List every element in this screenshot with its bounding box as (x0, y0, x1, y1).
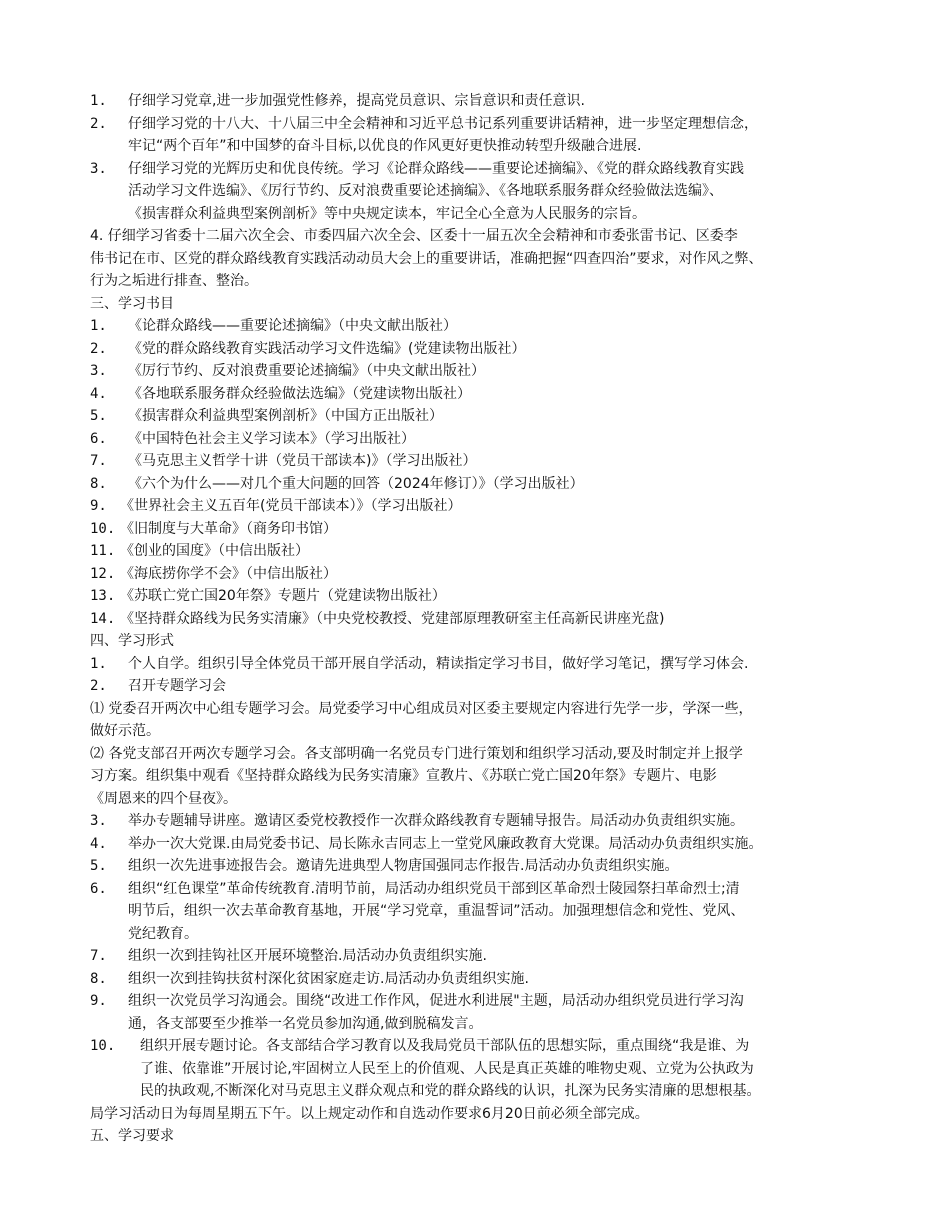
book-list-item (90, 338, 865, 361)
section-heading: 四、学习形式 (90, 633, 174, 649)
list-item (90, 675, 865, 698)
paragraph-line: 组织“红色课堂”革命传统教育.清明节前，局活动办组织党员干部到区革命烈士陵园祭扫革命烈士;清 (128, 880, 740, 897)
book-title: 《旧制度与大革命》（商务印书馆） (120, 520, 337, 537)
paragraph-line: ⑴ 党委召开两次中心组专题学习会。局党委学习中心组成员对区委主要规定内容进行先学一步，学深一些， (90, 700, 753, 717)
list-item (90, 653, 865, 676)
item-number: 12. (90, 565, 116, 582)
book-list-item (90, 608, 865, 631)
book-list-item (90, 473, 865, 496)
book-title: 《马克思主义哲学十讲（党员干部读本)》（学习出版社） (128, 453, 477, 469)
paragraph-line: 组织一次党员学习沟通会。围绕“改进工作作风，促进水利进展"主题，局活动办组织党员进行学习沟 (128, 993, 744, 1009)
paragraph-text: 组织一次到挂钩扶贫村深化贫困家庭走访.局活动办负责组织实施. (128, 970, 529, 987)
item-number: 5. (90, 858, 107, 874)
book-list-item (90, 405, 865, 428)
item-number: 3. (90, 813, 107, 829)
paragraph-line: 党纪教育。 (128, 925, 198, 942)
item-number: 2. (90, 115, 107, 132)
book-title: 《厉行节约、反对浪费重要论述摘编》（中央文献出版社） (128, 363, 485, 379)
paragraph-line: 做好示范。 (90, 723, 160, 739)
item-number: 8. (90, 970, 107, 987)
book-title: 《六个为什么——对几个重大问题的回答（2024年修订）》（学习出版社） (128, 475, 584, 492)
list-item (90, 810, 865, 833)
list-item (90, 990, 865, 1035)
paragraph-text: 个人自学。组织引导全体党员干部开展自学活动，精读指定学习书目，做好学习笔记，撰写学习体会. (128, 655, 749, 672)
book-title: 《中国特色社会主义学习读本》（学习出版社） (128, 430, 415, 447)
item-number: 5. (90, 408, 107, 424)
item-number: 6. (90, 430, 107, 447)
paragraph-line: 了谁、依靠谁”开展讨论,牢固树立人民至上的价值观、人民是真正英雄的唯物史观、立党为公执政为 (140, 1060, 754, 1077)
book-list-item (90, 428, 865, 451)
paragraph-text: 组织一次先进事迹报告会。邀请先进典型人物唐国强同志作报告.局活动办负责组织实施。 (128, 858, 679, 874)
paragraph-line: 仔细学习党的光辉历史和优良传统。学习《论群众路线——重要论述摘编》、《党的群众路线教育实践 (128, 160, 744, 177)
paragraph-text: 组织一次到挂钩社区开展环境整治.局活动办负责组织实施. (128, 948, 487, 964)
list-item (90, 878, 865, 946)
sub-item (90, 698, 865, 743)
book-list-item (90, 540, 865, 563)
book-title: 《创业的国度》（中信出版社） (120, 543, 309, 559)
list-item (90, 855, 865, 878)
item-number: 10. (90, 1038, 116, 1054)
paragraph-line: 4. 仔细学习省委十二届六次全会、市委四届六次全会、区委十一届五次全会精神和市委张雷书记、区委李 (90, 228, 738, 244)
item-number: 1. (90, 93, 107, 109)
book-list-item (90, 360, 865, 383)
item-number: 9. (90, 993, 107, 1009)
item-number: 7. (90, 948, 107, 964)
item-number: 4. (90, 835, 107, 852)
paragraph-text: 仔细学习党章,进一步加强党性修养，提高党员意识、宗旨意识和责任意识. (128, 93, 585, 109)
paragraph-line: 仔细学习党的十八大、十八届三中全会精神和习近平总书记系列重要讲话精神，进一步坚定理想信念， (128, 115, 758, 132)
paragraph-line: 明节后，组织一次去革命教育基地，开展“学习党章，重温誓词”活动。加强理想信念和党性、党风、 (128, 903, 745, 919)
list-item (90, 90, 865, 113)
item-number: 3. (90, 363, 107, 379)
paragraph-text: 举办一次大党课.由局党委书记、局长陈永吉同志上一堂党风廉政教育大党课。局活动办负责组织实施。 (128, 835, 763, 852)
item-number: 10. (90, 520, 116, 537)
paragraph-line: 伟书记在市、区党的群众路线教育实践活动动员大会上的重要讲话，准确把握“四查四治”要求，对作风之弊、 (90, 250, 763, 267)
list-item (90, 945, 865, 968)
item-number: 14. (90, 610, 116, 627)
book-title: 《损害群众利益典型案例剖析》（中国方正出版社） (128, 408, 443, 424)
paragraph-line: 《损害群众利益典型案例剖析》等中央规定读本，牢记全心全意为人民服务的宗旨。 (128, 205, 646, 222)
section-heading: 五、学习要求 (90, 1128, 174, 1144)
item-number: 2. (90, 340, 107, 357)
item-number: 9. (90, 498, 107, 514)
item-number: 7. (90, 453, 107, 469)
sub-item (90, 743, 865, 811)
paragraph-line: ⑵ 各党支部召开两次专题学习会。各支部明确一名党员专门进行策划和组织学习活动,要及时制定并上报学 (90, 745, 743, 762)
paragraph-line: 《周恩来的四个昼夜》。 (90, 790, 237, 807)
list-item (90, 1035, 865, 1103)
summary-text: 局学习活动日为每周星期五下午。以上规定动作和自选动作要求6月20日前必须全部完成。 (90, 1105, 649, 1122)
book-title: 《各地联系服务群众经验做法选编》（党建读物出版社） (128, 385, 471, 402)
list-item (90, 833, 865, 856)
paragraph-line: 民的执政观,不断深化对马克思主义群众观点和党的群众路线的认识，扎深为民务实清廉的思想根基。 (140, 1083, 761, 1099)
item-number: 2. (90, 678, 107, 694)
book-list-item (90, 585, 865, 608)
paragraph-line: 通，各支部要至少推举一名党员参加沟通,做到脱稿发言。 (128, 1015, 483, 1032)
item-number: 1. (90, 655, 107, 672)
paragraph-line: 习方案。组织集中观看《坚持群众路线为民务实清廉》宣教片、《苏联亡党亡国20年祭》专题片、电影 (90, 768, 717, 784)
item-number: 13. (90, 588, 116, 604)
book-title: 《坚持群众路线为民务实清廉》（中央党校教授、党建部原理教研室主任高新民讲座光盘) (120, 610, 665, 627)
paragraph-line: 行为之垢进行排查、整治。 (90, 273, 258, 289)
book-list-item (90, 383, 865, 406)
book-title: 《世界社会主义五百年(党员干部读本）》（学习出版社） (120, 498, 462, 514)
paragraph-line: 组织开展专题讨论。各支部结合学习教育以及我局党员干部队伍的思想实际，重点围绕“我是谁、为 (140, 1038, 750, 1054)
book-list-item (90, 315, 865, 338)
item-number: 3. (90, 160, 107, 177)
item-number: 8. (90, 475, 107, 492)
item-number: 1. (90, 318, 107, 334)
book-title: 《苏联亡党亡国20年祭》专题片（党建读物出版社） (120, 588, 446, 604)
book-title: 《论群众路线——重要论述摘编》（中央文献出版社） (128, 318, 457, 334)
book-title: 《海底捞你学不会》（中信出版社） (120, 565, 337, 582)
paragraph (90, 225, 865, 293)
paragraph-line: 活动学习文件选编》、《厉行节约、反对浪费重要论述摘编》、《各地联系服务群众经验做法选编》、 (128, 183, 723, 199)
item-number: 11. (90, 543, 116, 559)
book-list-item (90, 563, 865, 586)
book-list (90, 315, 865, 630)
paragraph-text: 举办专题辅导讲座。邀请区委党校教授作一次群众路线教育专题辅导报告。局活动办负责组织实施。 (128, 813, 744, 829)
list-item (90, 968, 865, 991)
book-title: 《党的群众路线教育实践活动学习文件选编》(党建读物出版社） (128, 340, 526, 357)
book-list-item (90, 450, 865, 473)
document-body (90, 90, 865, 1148)
book-list-item (90, 495, 865, 518)
list-item (90, 158, 865, 226)
paragraph-text: 召开专题学习会 (128, 678, 226, 694)
book-list-item (90, 518, 865, 541)
list-item (90, 113, 865, 158)
item-number: 4. (90, 385, 107, 402)
paragraph-line: 牢记“两个百年”和中国梦的奋斗目标,以优良的作风更好更快推动转型升级融合进展. (128, 138, 642, 154)
item-number: 6. (90, 880, 107, 897)
section-heading: 三、学习书目 (90, 295, 174, 312)
